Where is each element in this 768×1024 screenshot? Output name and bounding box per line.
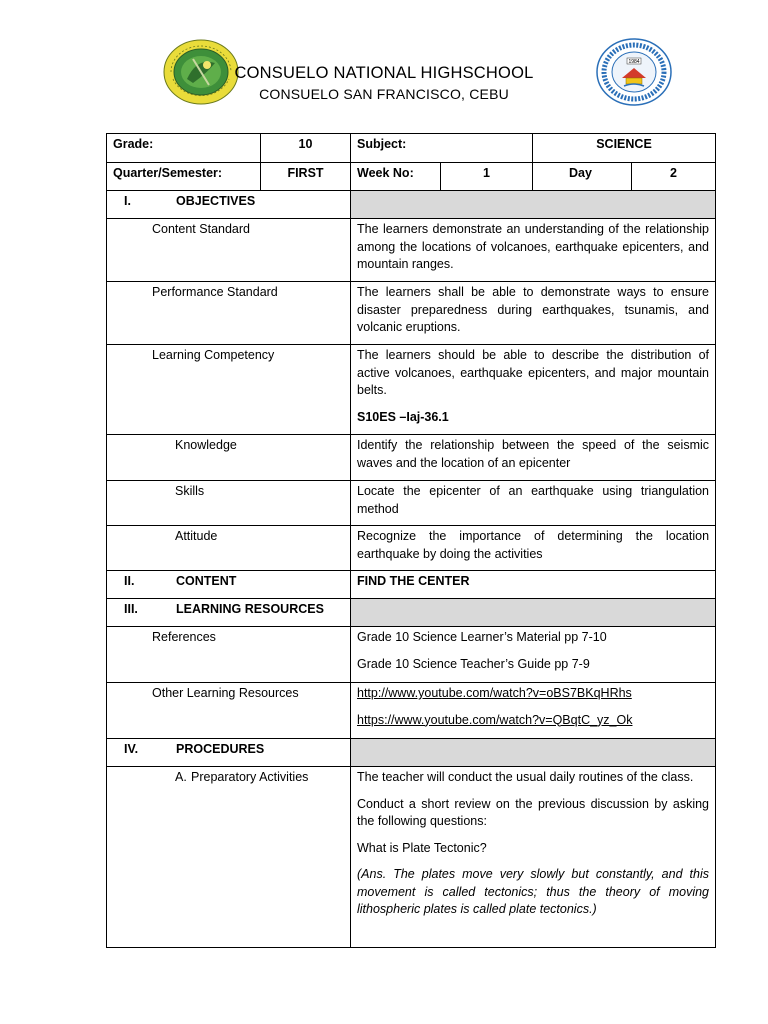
procedures-heading: PROCEDURES xyxy=(176,742,265,756)
preparatory-question: What is Plate Tectonic? xyxy=(357,840,487,855)
content-heading: CONTENT xyxy=(176,574,237,588)
quarter-label: Quarter/Semester: xyxy=(107,163,261,191)
day-label: Day xyxy=(533,163,632,191)
school-name: CONSUELO NATIONAL HIGHSCHOOL xyxy=(234,64,534,82)
content-number: II. xyxy=(124,574,135,588)
knowledge-text: Identify the relationship between the speed of the seismic waves and the location of an epicenter xyxy=(351,435,716,481)
objectives-number: I. xyxy=(124,194,131,208)
references-cell xyxy=(351,627,716,683)
row-references xyxy=(107,627,716,683)
reference-teachers-guide: Grade 10 Science Teacher’s Guide pp 7-9 xyxy=(357,656,590,671)
week-label: Week No: xyxy=(351,163,441,191)
section-content xyxy=(107,571,716,599)
grade-value: 10 xyxy=(261,134,351,163)
section-objectives xyxy=(107,191,716,219)
section-procedures xyxy=(107,739,716,767)
objectives-shaded-cell xyxy=(351,191,716,219)
learning-competency-text: The learners should be able to describe the distribution of active volcanoes, earthquake epicenters, and major mountain belts. xyxy=(357,348,710,397)
row-knowledge xyxy=(107,435,716,481)
content-standard-label: Content Standard xyxy=(107,219,351,282)
row-other-resources xyxy=(107,683,716,739)
knowledge-label: Knowledge xyxy=(107,435,351,481)
objectives-heading: OBJECTIVES xyxy=(176,194,256,208)
preparatory-routine-text: The teacher will conduct the usual daily routines of the class. xyxy=(357,770,694,784)
preparatory-marker: A. xyxy=(175,770,187,784)
skills-text: Locate the epicenter of an earthquake using triangulation method xyxy=(351,481,716,526)
subject-value: SCIENCE xyxy=(533,134,716,163)
procedures-number: IV. xyxy=(124,742,139,756)
row-learning-competency xyxy=(107,345,716,435)
preparatory-activities-label: Preparatory Activities xyxy=(191,770,309,784)
grade-label: Grade: xyxy=(107,134,261,163)
references-label: References xyxy=(107,627,351,683)
preparatory-activities-label-cell xyxy=(107,767,351,948)
subject-label: Subject: xyxy=(351,134,533,163)
week-value: 1 xyxy=(441,163,533,191)
resources-shaded-cell xyxy=(351,599,716,627)
section-learning-resources xyxy=(107,599,716,627)
info-row-quarter xyxy=(107,163,716,191)
content-standard-text: The learners demonstrate an understanding of the relationship among the locations of volcanoes, earthquake epicenters, and mountain ranges. xyxy=(351,219,716,282)
performance-standard-label: Performance Standard xyxy=(107,282,351,345)
lesson-plan-table xyxy=(106,133,716,948)
row-content-standard xyxy=(107,219,716,282)
attitude-text: Recognize the importance of determining the location earthquake by doing the activities xyxy=(351,526,716,571)
procedures-shaded-cell xyxy=(351,739,716,767)
school-address: CONSUELO SAN FRANCISCO, CEBU xyxy=(259,86,509,102)
resource-link-1[interactable]: http://www.youtube.com/watch?v=oBS7BKqHRhs xyxy=(357,686,632,700)
row-performance-standard xyxy=(107,282,716,345)
document-header xyxy=(0,0,768,125)
other-resources-cell xyxy=(351,683,716,739)
quarter-value: FIRST xyxy=(261,163,351,191)
school-seal-logo xyxy=(596,38,672,106)
attitude-label: Attitude xyxy=(107,526,351,571)
resources-number: III. xyxy=(124,602,138,616)
skills-label: Skills xyxy=(107,481,351,526)
day-value: 2 xyxy=(632,163,716,191)
other-resources-label: Other Learning Resources xyxy=(107,683,351,739)
row-skills xyxy=(107,481,716,526)
reference-learners-material: Grade 10 Science Learner’s Material pp 7-10 xyxy=(357,630,607,644)
row-attitude xyxy=(107,526,716,571)
content-value: FIND THE CENTER xyxy=(351,571,716,599)
preparatory-review-text: Conduct a short review on the previous discussion by asking the following questions: xyxy=(357,796,710,828)
learning-competency-label: Learning Competency xyxy=(107,345,351,435)
info-row-grade xyxy=(107,134,716,163)
preparatory-activities-cell xyxy=(351,767,716,948)
competency-code: S10ES –Iaj-36.1 xyxy=(357,409,449,424)
resource-link-2[interactable]: https://www.youtube.com/watch?v=QBqtC_yz_Ok xyxy=(357,712,633,727)
performance-standard-text: The learners shall be able to demonstrate ways to ensure disaster preparedness during earthquakes, tsunamis, and volcanic eruptions. xyxy=(351,282,716,345)
seal-year: 1984 xyxy=(628,59,640,65)
learning-competency-cell xyxy=(351,345,716,435)
row-preparatory-activities xyxy=(107,767,716,948)
resources-heading: LEARNING RESOURCES xyxy=(176,602,324,616)
preparatory-answer: (Ans. The plates move very slowly but constantly, and this movement is called tectonics; thus the theory of moving lithospheric plates is called plate tectonics.) xyxy=(357,867,710,916)
